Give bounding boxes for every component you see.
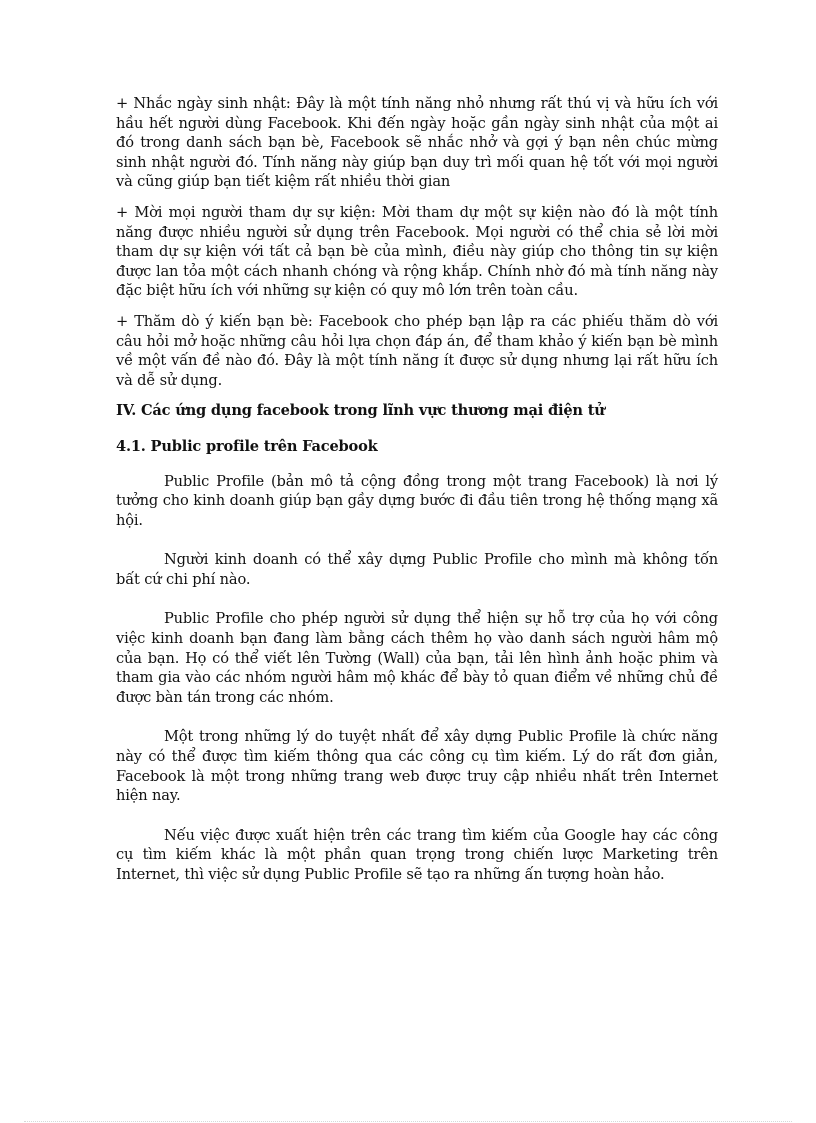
- bullet-paragraph-events: + Mời mọi người tham dự sự kiện: Mời tham dự một sự kiện nào đó là một tính năng được nhiều người sử dụng trên Facebook. Mọi người có thể chia sẻ lời mời tham dự sự kiện với tất cả bạn bè của mình, điều này giúp cho thông tin sự kiện được lan tỏa một cách nhanh chóng và rộng khắp. Chính nhờ đó mà tính năng này đặc biệt hữu ích với những sự kiện có quy mô lớn trên toàn cầu.: [116, 203, 718, 300]
- body-paragraph-1: Public Profile (bản mô tả cộng đồng trong một trang Facebook) là nơi lý tưởng cho kinh doanh giúp bạn gầy dựng bước đi đầu tiên trong hệ thống mạng xã hội.: [116, 472, 718, 529]
- bullet-paragraph-polls: + Thăm dò ý kiến bạn bè: Facebook cho phép bạn lập ra các phiếu thăm dò với câu hỏi mở hoặc những câu hỏi lựa chọn đáp án, để tham khảo ý kiến bạn bè mình về một vấn đề nào đó. Đây là một tính năng ít được sử dụng nhưng lại rất hữu ích và dễ sử dụng.: [116, 312, 718, 389]
- body-paragraph-5: Nếu việc được xuất hiện trên các trang tìm kiếm của Google hay các công cụ tìm kiếm khác là một phần quan trọng trong chiến lược Marketing trên Internet, thì việc sử dụng Public Profile sẽ tạo ra những ấn tượng hoàn hảo.: [116, 826, 718, 883]
- page-content: [116, 94, 718, 905]
- subsection-heading: 4.1. Public profile trên Facebook: [116, 437, 378, 455]
- body-paragraph-3: Public Profile cho phép người sử dụng thể hiện sự hỗ trợ của họ với công việc kinh doanh bạn đang làm bằng cách thêm họ vào danh sách người hâm mộ của bạn. Họ có thể viết lên Tường (Wall) của bạn, tải lên hình ảnh hoặc phim và tham gia vào các nhóm người hâm mộ khác để bày tỏ quan điểm về những chủ đề được bàn tán trong các nhóm.: [116, 610, 718, 706]
- body-paragraph-4: Một trong những lý do tuyệt nhất để xây dựng Public Profile là chức năng này có thể được tìm kiếm thông qua các công cụ tìm kiếm. Lý do rất đơn giản, Facebook là một trong những trang web được truy cập nhiều nhất trên Internet hiện nay.: [116, 728, 718, 805]
- section-heading: IV. Các ứng dụng facebook trong lĩnh vực thương mại điện tử: [116, 402, 605, 420]
- bullet-paragraph-birthday: + Nhắc ngày sinh nhật: Đây là một tính năng nhỏ nhưng rất thú vị và hữu ích với hầu hết người dùng Facebook. Khi đến ngày hoặc gần ngày sinh nhật của một ai đó trong danh sách bạn bè, Facebook sẽ nhắc nhở và gợi ý bạn nên chúc mừng sinh nhật người đó. Tính năng này giúp bạn duy trì mối quan hệ tốt với mọi người và cũng giúp bạn tiết kiệm rất nhiều thời gian: [116, 95, 718, 191]
- body-paragraph-2: Người kinh doanh có thể xây dựng Public Profile cho mình mà không tốn bất cứ chi phí nào.: [116, 551, 718, 588]
- page-bottom-divider: [24, 1121, 792, 1122]
